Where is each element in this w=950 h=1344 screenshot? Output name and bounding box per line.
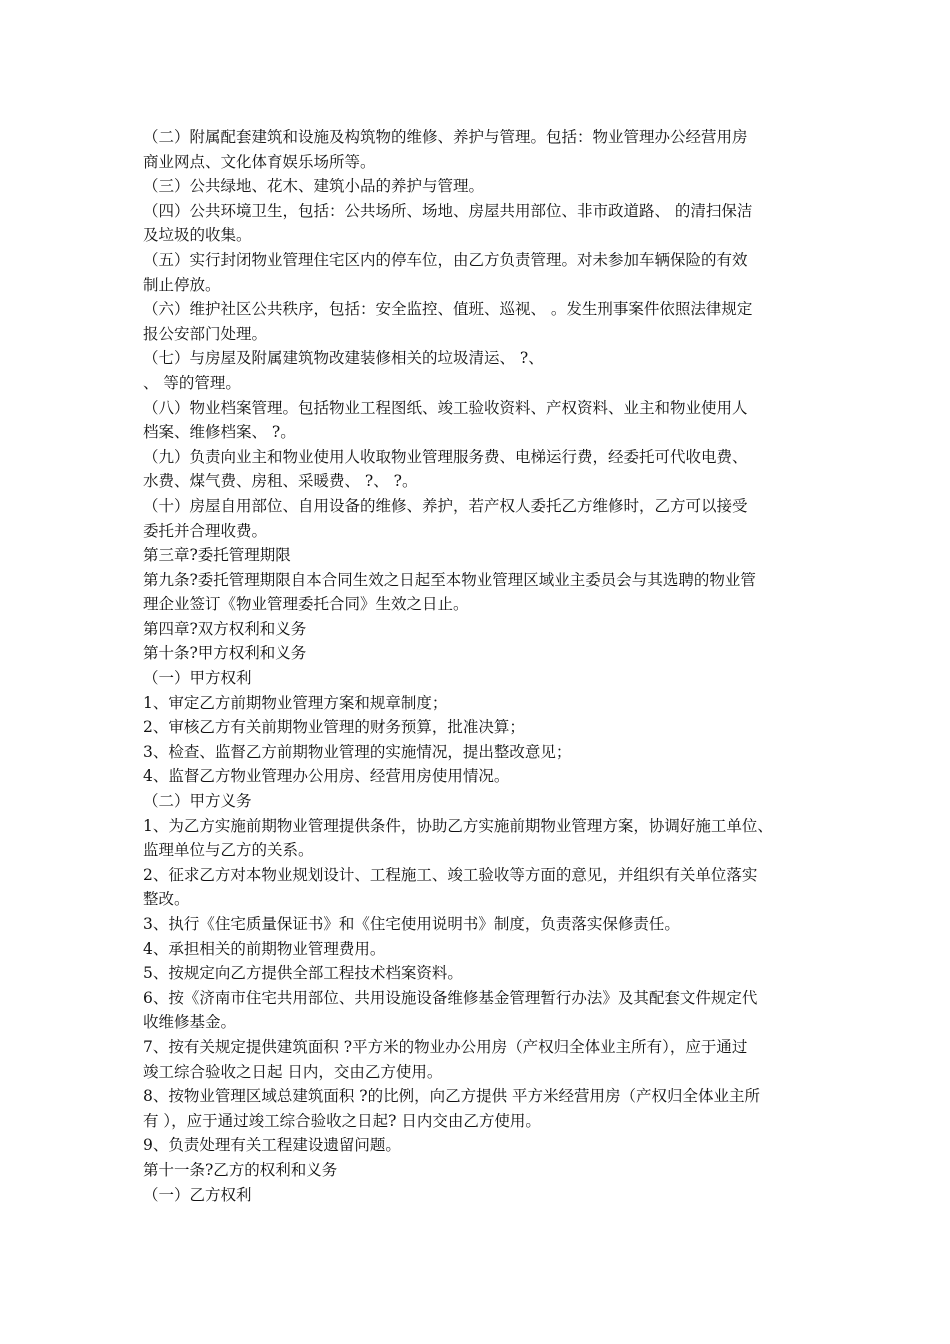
text-line: 竣工综合验收之日起 日内，交由乙方使用。: [143, 1062, 443, 1081]
list-item: 1、审定乙方前期物业管理方案和规章制度；: [143, 693, 448, 712]
text-line: 及垃圾的收集。: [143, 226, 252, 245]
text-line: 监理单位与乙方的关系。: [143, 841, 314, 860]
chapter-heading: 第四章?双方权利和义务: [143, 619, 307, 638]
chapter-heading: 第三章?委托管理期限: [143, 546, 291, 565]
list-item: 3、检查、监督乙方前期物业管理的实施情况，提出整改意见；: [143, 742, 572, 761]
text-line: （三）公共绿地、花木、建筑小品的养护与管理。: [143, 177, 485, 196]
article-heading: 第十条?甲方权利和义务: [143, 644, 307, 663]
list-item: 2、审核乙方有关前期物业管理的财务预算，批准决算；: [143, 718, 525, 737]
text-line: 有 ），应于通过竣工综合验收之日起? 日内交由乙方使用。: [143, 1111, 541, 1130]
list-item: 7、按有关规定提供建筑面积 ?平方米的物业办公用房（产权归全体业主所有），应于通过: [143, 1037, 748, 1056]
text-line: 整改。: [143, 890, 190, 909]
section-heading: （二）甲方义务: [143, 792, 252, 811]
text-line: 理企业签订《物业管理委托合同》生效之日止。: [143, 595, 469, 614]
document-body: [143, 125, 823, 1207]
text-line: 委托并合理收费。: [143, 521, 268, 540]
article-heading: 第十一条?乙方的权利和义务: [143, 1160, 338, 1179]
text-line: （二）附属配套建筑和设施及构筑物的维修、养护与管理。包括：物业管理办公经营用房: [143, 128, 748, 146]
text-line: （八）物业档案管理。包括物业工程图纸、竣工验收资料、产权资料、业主和物业使用人: [143, 398, 748, 417]
text-line: 档案、维修档案、 ?。: [143, 423, 296, 442]
text-line: （六）维护社区公共秩序，包括：安全监控、值班、巡视、 。发生刑事案件依照法律规定: [143, 300, 753, 319]
list-item: 4、承担相关的前期物业管理费用。: [143, 939, 386, 958]
text-line: （十）房屋自用部位、自用设备的维修、养护，若产权人委托乙方维修时，乙方可以接受: [143, 496, 748, 515]
text-line: （七）与房屋及附属建筑物改建装修相关的垃圾清运、 ?、: [143, 349, 544, 368]
text-line: （四）公共环境卫生，包括：公共场所、场地、房屋共用部位、非市政道路、 的清扫保洁: [143, 201, 753, 220]
list-item: 5、按规定向乙方提供全部工程技术档案资料。: [143, 964, 463, 983]
list-item: 4、监督乙方物业管理办公用房、经营用房使用情况。: [143, 767, 510, 786]
section-heading: （一）乙方权利: [143, 1185, 252, 1204]
list-item: 1、为乙方实施前期物业管理提供条件，协助乙方实施前期物业管理方案，协调好施工单位、: [143, 816, 773, 835]
list-item: 9、负责处理有关工程建设遗留问题。: [143, 1136, 401, 1155]
list-item: 2、征求乙方对本物业规划设计、工程施工、竣工验收等方面的意见，并组织有关单位落实: [143, 865, 758, 884]
list-item: 6、按《济南市住宅共用部位、共用设施设备维修基金管理暂行办法》及其配套文件规定代: [143, 988, 758, 1007]
list-item: 8、按物业管理区域总建筑面积 ?的比例，向乙方提供 平方米经营用房（产权归全体业主所: [143, 1087, 761, 1106]
text-line: 制止停放。: [143, 275, 221, 294]
text-line: 水费、煤气费、房租、采暖费、 ?、 ?。: [143, 472, 418, 491]
list-item: 3、执行《住宅质量保证书》和《住宅使用说明书》制度，负责落实保修责任。: [143, 915, 680, 933]
text-line: 收维修基金。: [143, 1013, 237, 1032]
text-line: 、 等的管理。: [143, 373, 241, 392]
text-line: 第九条?委托管理期限自本合同生效之日起至本物业管理区域业主委员会与其选聘的物业管: [143, 570, 756, 589]
text-line: 报公安部门处理。: [143, 324, 268, 343]
text-line: （九）负责向业主和物业使用人收取物业管理服务费、电梯运行费，经委托可代收电费、: [143, 447, 748, 466]
section-heading: （一）甲方权利: [143, 669, 252, 688]
text-line: 商业网点、文化体育娱乐场所等。: [143, 152, 376, 171]
text-line: （五）实行封闭物业管理住宅区内的停车位，由乙方负责管理。对未参加车辆保险的有效: [143, 250, 748, 269]
